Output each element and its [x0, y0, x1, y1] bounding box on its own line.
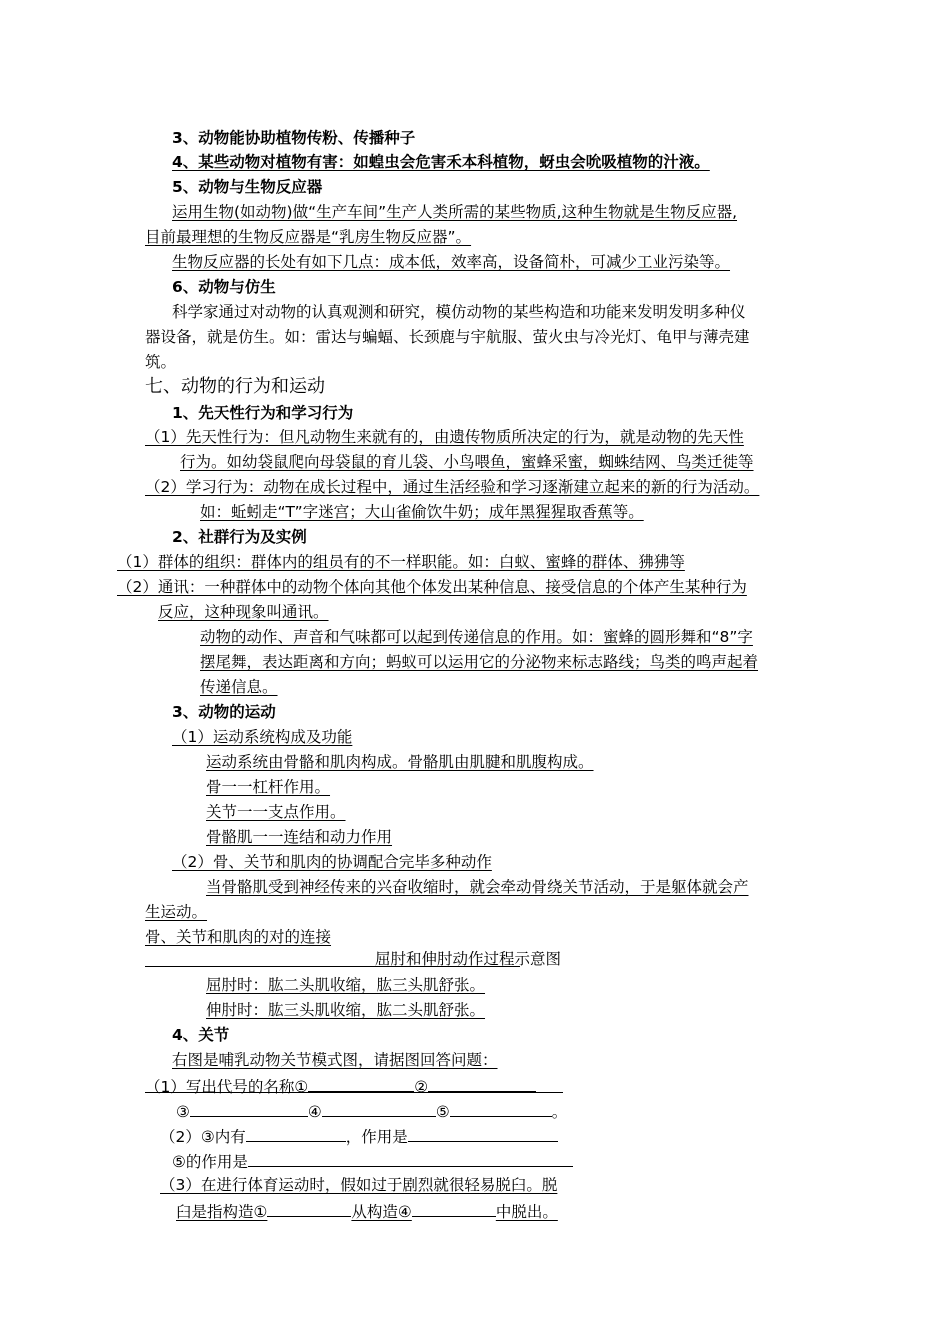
elbow-flexion: 屈肘时：肱二头肌收缩，肱三头肌舒张。: [206, 976, 486, 994]
marker-3: ③: [176, 1103, 190, 1121]
section-7-title: 七、动物的行为和运动: [145, 376, 325, 397]
diagram-title: 屈肘和伸肘动作过程示意图: [375, 950, 562, 968]
answer-blank-7[interactable]: [408, 1125, 558, 1142]
signals-line-3: 传递信息。: [200, 678, 278, 696]
answer-blank-10[interactable]: [412, 1200, 496, 1217]
answer-blank-8[interactable]: [248, 1150, 573, 1167]
item-5-paragraph-line-1: 运用生物(如动物)做“生产车间”生产人类所需的某些物质,这种生物就是生物反应器,: [172, 203, 738, 221]
question-3-row-2: [176, 1200, 558, 1222]
question-3-structure-1: 臼是指构造①: [176, 1203, 268, 1221]
item-6-paragraph-line-3: 筑。: [145, 353, 177, 371]
coordination-line-1: 当骨骼肌受到神经传来的兴奋收缩时，就会牵动骨绕关节活动，于是躯体就会产: [206, 878, 749, 896]
answer-blank-1[interactable]: [308, 1075, 400, 1092]
correct-connection: 骨、关节和肌肉的对的连接: [145, 928, 332, 946]
question-2-row: [160, 1125, 558, 1147]
question-3-ending: 中脱出。: [495, 1203, 558, 1221]
answer-blank-3[interactable]: [190, 1100, 308, 1117]
answer-blank-6[interactable]: [246, 1125, 346, 1142]
question-1-label: （1）写出代号的名称: [145, 1078, 295, 1096]
motor-system-line-2: 骨一一杠杆作用。: [206, 778, 331, 796]
question-1-row: [145, 1075, 536, 1097]
item-5-title: 5、动物与生物反应器: [172, 178, 323, 196]
item-5-advantages: 生物反应器的长处有如下几点：成本低，效率高，设备简朴，可减少工业污染等。: [172, 253, 731, 271]
question-1-row-2: [176, 1100, 567, 1122]
subsection-1-title: 1、先天性行为和学习行为: [172, 404, 354, 422]
subsection-3-title: 3、动物的运动: [172, 703, 276, 721]
marker-1: ①: [294, 1078, 309, 1096]
coordination-heading: （2）骨、关节和肌肉的协调配合完毕多种动作: [172, 853, 492, 871]
motor-system-heading: （1）运动系统构成及功能: [172, 728, 353, 746]
motor-system-line-3: 关节一一支点作用。: [206, 803, 346, 821]
marker-2: ②: [414, 1078, 429, 1096]
marker-5: ⑤: [435, 1103, 450, 1121]
communication-line-2: 反应，这种现象叫通讯。: [158, 603, 329, 621]
innate-behavior-line-1: （1）先天性行为：但凡动物生来就有的，由遗传物质所决定的行为，就是动物的先天性: [145, 428, 744, 446]
group-organization: （1）群体的组织：群体内的组员有的不一样职能。如：白蚁、蜜蜂的群体、狒狒等: [117, 553, 685, 571]
elbow-extension: 伸肘时：肱三头肌收缩，肱二头肌舒张。: [206, 1001, 486, 1019]
item-6-paragraph-line-1: 科学家通过对动物的认真观测和研究，模仿动物的某些构造和功能来发明发明多种仪: [172, 303, 746, 321]
subsection-4-title: 4、关节: [172, 1026, 230, 1044]
question-3-line-1: （3）在进行体育运动时，假如过于剧烈就很轻易脱臼。脱: [160, 1176, 558, 1194]
learned-behavior-line-1: （2）学习行为：动物在成长过程中，通过生活经验和学习逐渐建立起来的新的行为活动。: [145, 478, 760, 496]
learned-behavior-line-2: 如：蚯蚓走“T”字迷宫；大山雀偷饮牛奶；成年黑猩猩取香蕉等。: [200, 503, 644, 521]
question-3-structure-4: 从构造④: [351, 1203, 412, 1221]
item-4: 4、某些动物对植物有害：如蝗虫会危害禾本科植物，蚜虫会吮吸植物的汁液。: [172, 153, 710, 171]
communication-line-1: （2）通讯：一种群体中的动物个体向其他个体发出某种信息、接受信息的个体产生某种行为: [117, 578, 747, 596]
answer-blank-2[interactable]: [428, 1075, 536, 1092]
question-2-function-label: ，作用是: [345, 1128, 408, 1146]
innate-behavior-line-2: 行为。如幼袋鼠爬向母袋鼠的育儿袋、小鸟喂鱼，蜜蜂采蜜，蜘蛛结网、鸟类迁徙等: [180, 453, 754, 471]
signals-line-2: 摆尾舞，表达距离和方向；蚂蚁可以运用它的分泌物来标志路线；鸟类的鸣声起着: [200, 653, 759, 671]
item-6-title: 6、动物与仿生: [172, 278, 276, 296]
question-1-rule: [145, 1092, 563, 1093]
item-3: 3、动物能协助植物传粉、传播种子: [172, 129, 416, 147]
answer-blank-4[interactable]: [322, 1100, 436, 1117]
motor-system-line-1: 运动系统由骨骼和肌肉构成。骨骼肌由肌腱和肌腹构成。: [206, 753, 594, 771]
subsection-2-title: 2、社群行为及实例: [172, 528, 307, 546]
marker-4: ④: [307, 1103, 322, 1121]
motor-system-line-4: 骨骼肌一一连结和动力作用: [206, 828, 393, 846]
answer-blank-9[interactable]: [267, 1200, 351, 1217]
item-6-paragraph-line-2: 器设备，就是仿生。如：雷达与蝙蝠、长颈鹿与宇航服、萤火虫与冷光灯、龟甲与薄壳建: [145, 328, 750, 346]
item-5-paragraph-line-2: 目前最理想的生物反应器是“乳房生物反应器”。: [145, 228, 472, 246]
question-2-marker-5-label: ⑤的作用是: [172, 1153, 248, 1171]
question-2-row-2: [172, 1150, 573, 1172]
question-2-label: （2）③内有: [160, 1128, 246, 1146]
answer-blank-5[interactable]: [450, 1100, 552, 1117]
signals-line-1: 动物的动作、声音和气味都可以起到传递信息的作用。如：蜜蜂的圆形舞和“8”字: [200, 628, 753, 646]
joint-intro: 右图是哺乳动物关节模式图，请据图回答问题：: [172, 1051, 498, 1069]
coordination-line-2: 生运动。: [145, 903, 208, 921]
period: 。: [551, 1103, 568, 1121]
